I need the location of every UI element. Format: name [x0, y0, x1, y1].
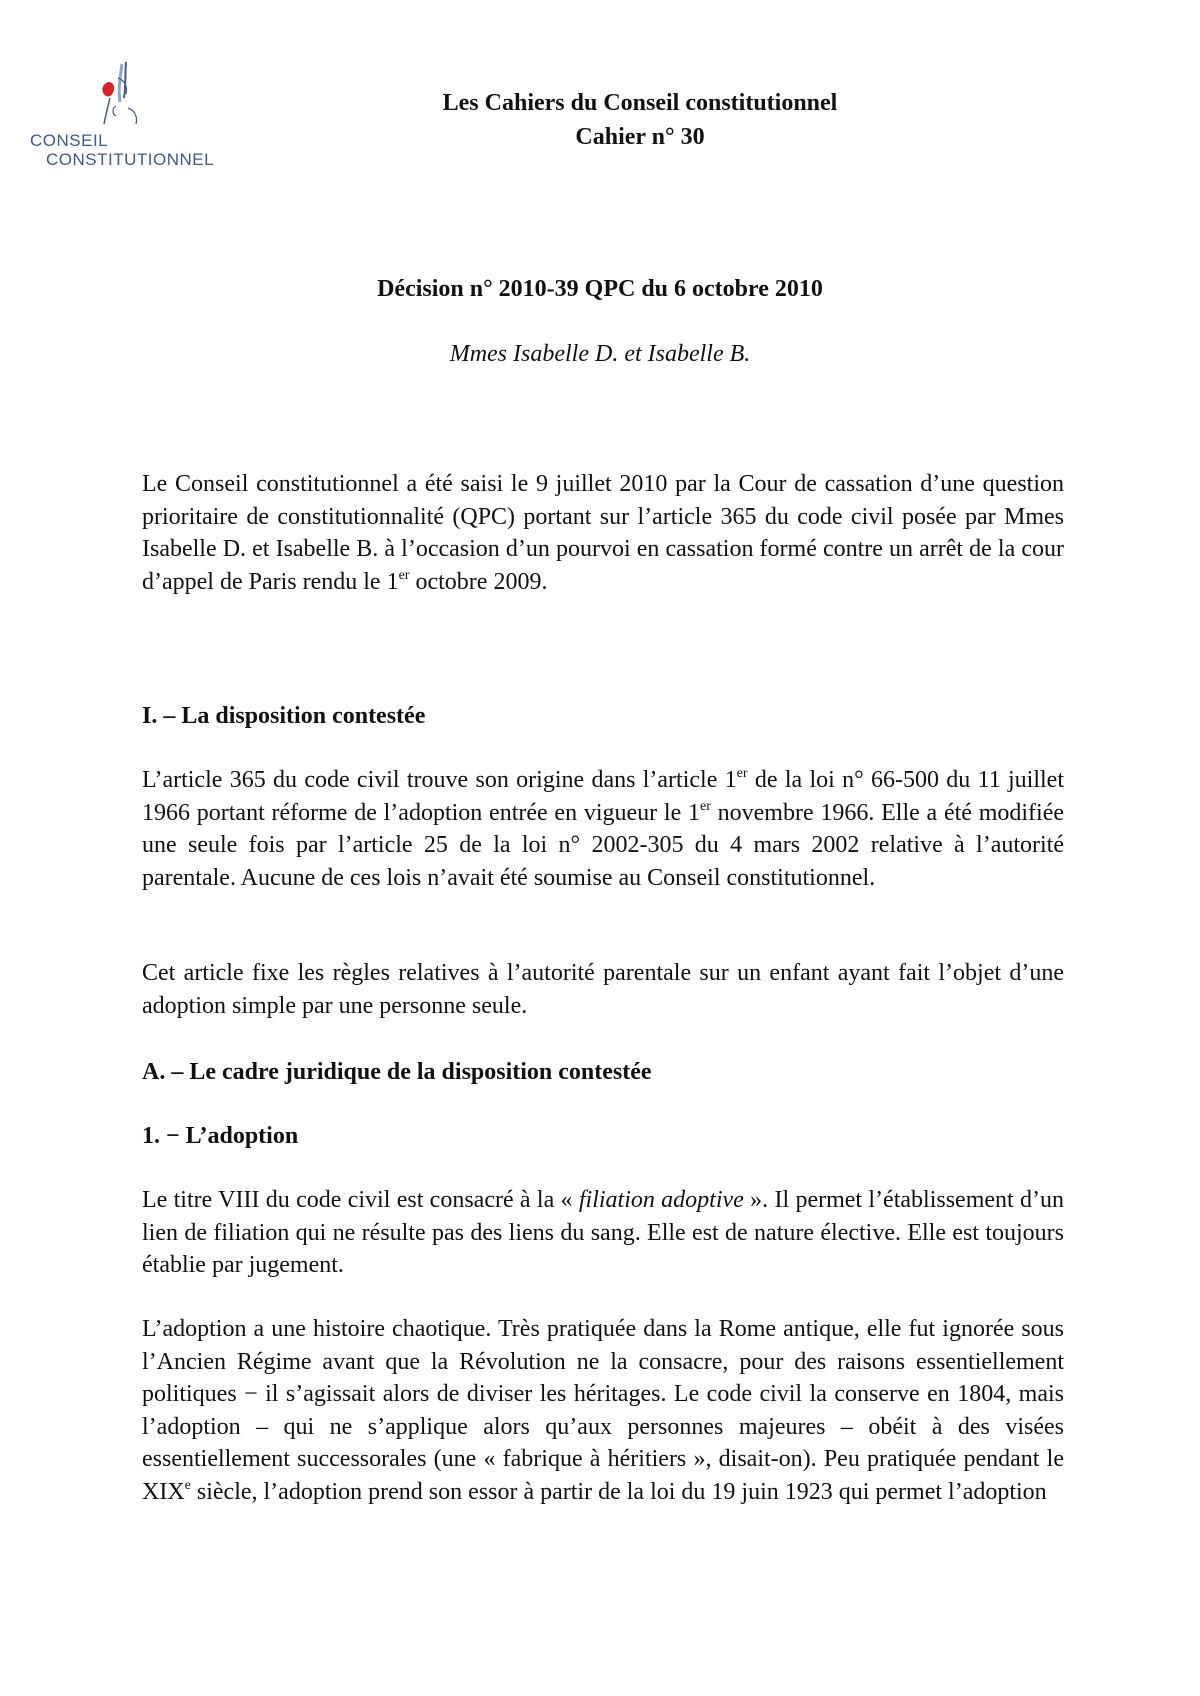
intro-sup: er [398, 567, 410, 583]
logo-text-conseil: CONSEIL [30, 131, 109, 150]
sub1p1-italic: filiation adoptive [578, 1187, 744, 1213]
s1p1-text-1: L’article 365 du code civil trouve son origine dans l’article 1 [142, 767, 737, 793]
publication-header [380, 86, 900, 154]
sub1-paragraph-1 [142, 1184, 1064, 1282]
sub1p2-sup: e [184, 1477, 191, 1493]
s1p1-text-2: de la loi n° 66-500 du 11 juillet 1966 portant réforme de l’adoption entrée en vigueur le 1 [142, 767, 1065, 826]
conseil-constitutionnel-logo [30, 58, 220, 168]
section1-paragraph-2: Cet article fixe les règles relatives à l’autorité parentale sur un enfant ayant fait l’objet d’une adoption simple par une personne seule. [142, 960, 1064, 1019]
sub1p1-text-1: Le titre VIII du code civil est consacré à la « [142, 1187, 579, 1213]
decision-parties: Mmes Isabelle D. et Isabelle B. [449, 341, 751, 367]
publication-title: Les Cahiers du Conseil constitutionnel [442, 90, 838, 116]
intro-text-1: Le Conseil constitutionnel a été saisi le 9 juillet 2010 par la Cour de cassation d’une question prioritaire de constitutionnalité (QPC) portant sur l’article 365 du code civil posée par Mmes Isabelle D. et Isabelle B. à l’occasion d’un pourvoi en cassation formé contre un arrêt de la cour d’appel de Paris rendu le 1 [142, 471, 1064, 595]
logo-text-constitutionnel: CONSTITUTIONNEL [46, 150, 215, 169]
s1p1-sup-1: er [736, 766, 748, 781]
sub1p2-text-1: L’adoption a une histoire chaotique. Très pratiquée dans la Rome antique, elle fut ignorée sous l’Ancien Régime avant que la Révolution ne la consacre, pour des raisons essentiellement politiques − il s’agissait alors de diviser les héritages. Le code civil la conserve en 1804, mais l’adoption – qui ne s’applique alors qu’aux personnes majeures – obéit à des visées essentiellement successorales (une « fabrique à héritiers », disait-on). Peu pratiquée pendant le XIX [142, 1316, 1064, 1505]
s1p1-sup-2: er [700, 798, 711, 814]
subsection-heading-1: 1. − L’adoption [142, 1123, 299, 1149]
sub1-paragraph-2 [142, 1313, 1064, 1508]
logo-emblem-icon [30, 58, 140, 138]
section-heading-a: A. – Le cadre juridique de la disposition contestée [142, 1059, 652, 1085]
issue-number: Cahier n° 30 [575, 124, 705, 150]
sub1p2-text-2: siècle, l’adoption prend son essor à partir de la loi du 19 juin 1923 qui permet l’adoption [190, 1478, 1047, 1505]
intro-text-2: octobre 2009. [409, 568, 548, 595]
decision-title: Décision n° 2010-39 QPC du 6 octobre 2010 [377, 276, 823, 302]
section-heading-1: I. – La disposition contestée [142, 703, 426, 729]
s1p1-text-3: novembre 1966. Elle a été modifiée une seule fois par l’article 25 de la loi n° 2002-305 du 4 mars 2002 relative à l’autorité parentale. Aucune de ces lois n’avait été soumise au Conseil constitutionnel. [142, 799, 1064, 891]
section1-paragraph-1 [142, 764, 1064, 894]
intro-paragraph [142, 468, 1064, 598]
sub1p1-text-2: ». Il permet l’établissement d’un lien de filiation qui ne résulte pas des liens du sang. Elle est de nature élective. Elle est toujours établie par jugement. [142, 1187, 1064, 1278]
